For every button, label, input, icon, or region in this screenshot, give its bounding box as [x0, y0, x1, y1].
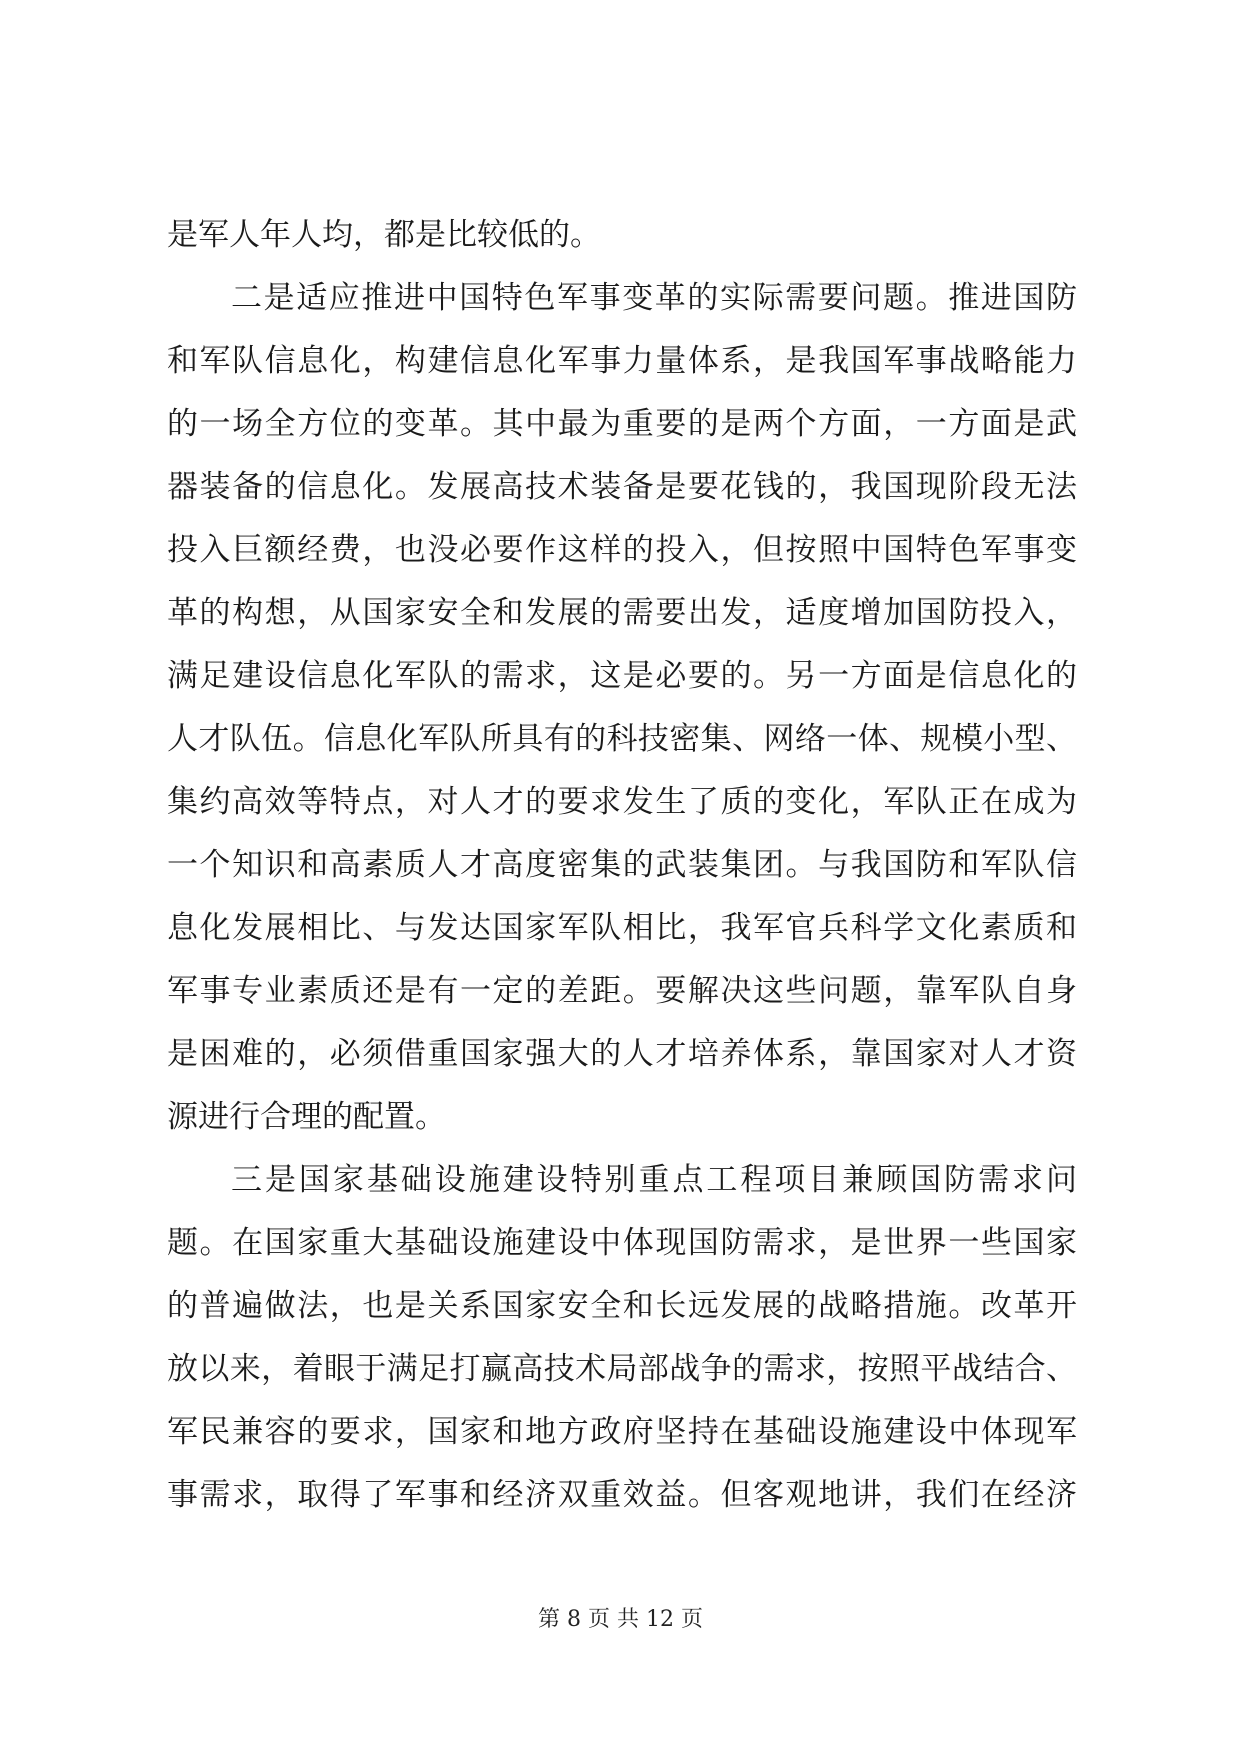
text-line-2: 二是适应推进中国特色军事变革的实际需要问题。推进国防 [231, 280, 1077, 316]
text-line-20: 军民兼容的要求，国家和地方政府坚持在基础设施建设中体现军 [167, 1414, 1077, 1450]
text-line-4: 的一场全方位的变革。其中最为重要的是两个方面，一方面是武 [167, 406, 1077, 442]
text-line-17: 题。在国家重大基础设施建设中体现国防需求，是世界一些国家 [167, 1225, 1077, 1261]
page-number-footer: 第 8 页 共 12 页 [538, 1607, 703, 1632]
text-line-12: 息化发展相比、与发达国家军队相比，我军官兵科学文化素质和 [167, 910, 1077, 946]
text-line-21: 事需求，取得了军事和经济双重效益。但客观地讲，我们在经济 [167, 1477, 1077, 1513]
text-line-5: 器装备的信息化。发展高技术装备是要花钱的，我国现阶段无法 [167, 469, 1077, 505]
text-line-7: 革的构想，从国家安全和发展的需要出发，适度增加国防投入， [167, 595, 1077, 631]
text-line-3: 和军队信息化，构建信息化军事力量体系，是我国军事战略能力 [167, 343, 1077, 379]
text-line-18: 的普遍做法，也是关系国家安全和长远发展的战略措施。改革开 [167, 1288, 1077, 1324]
text-line-15: 源进行合理的配置。 [167, 1099, 446, 1135]
text-line-9: 人才队伍。信息化军队所具有的科技密集、网络一体、规模小型、 [167, 721, 1077, 757]
text-line-11: 一个知识和高素质人才高度密集的武装集团。与我国防和军队信 [167, 847, 1077, 883]
text-line-8: 满足建设信息化军队的需求，这是必要的。另一方面是信息化的 [167, 658, 1077, 694]
text-line-16: 三是国家基础设施建设特别重点工程项目兼顾国防需求问 [231, 1162, 1077, 1198]
text-line-13: 军事专业素质还是有一定的差距。要解决这些问题，靠军队自身 [167, 973, 1077, 1009]
text-line-6: 投入巨额经费，也没必要作这样的投入，但按照中国特色军事变 [167, 532, 1077, 568]
text-line-10: 集约高效等特点，对人才的要求发生了质的变化，军队正在成为 [167, 784, 1077, 820]
text-line-14: 是困难的，必须借重国家强大的人才培养体系，靠国家对人才资 [167, 1036, 1077, 1072]
text-line-19: 放以来，着眼于满足打赢高技术局部战争的需求，按照平战结合、 [167, 1351, 1077, 1387]
text-line-1: 是军人年人均，都是比较低的。 [167, 217, 601, 253]
